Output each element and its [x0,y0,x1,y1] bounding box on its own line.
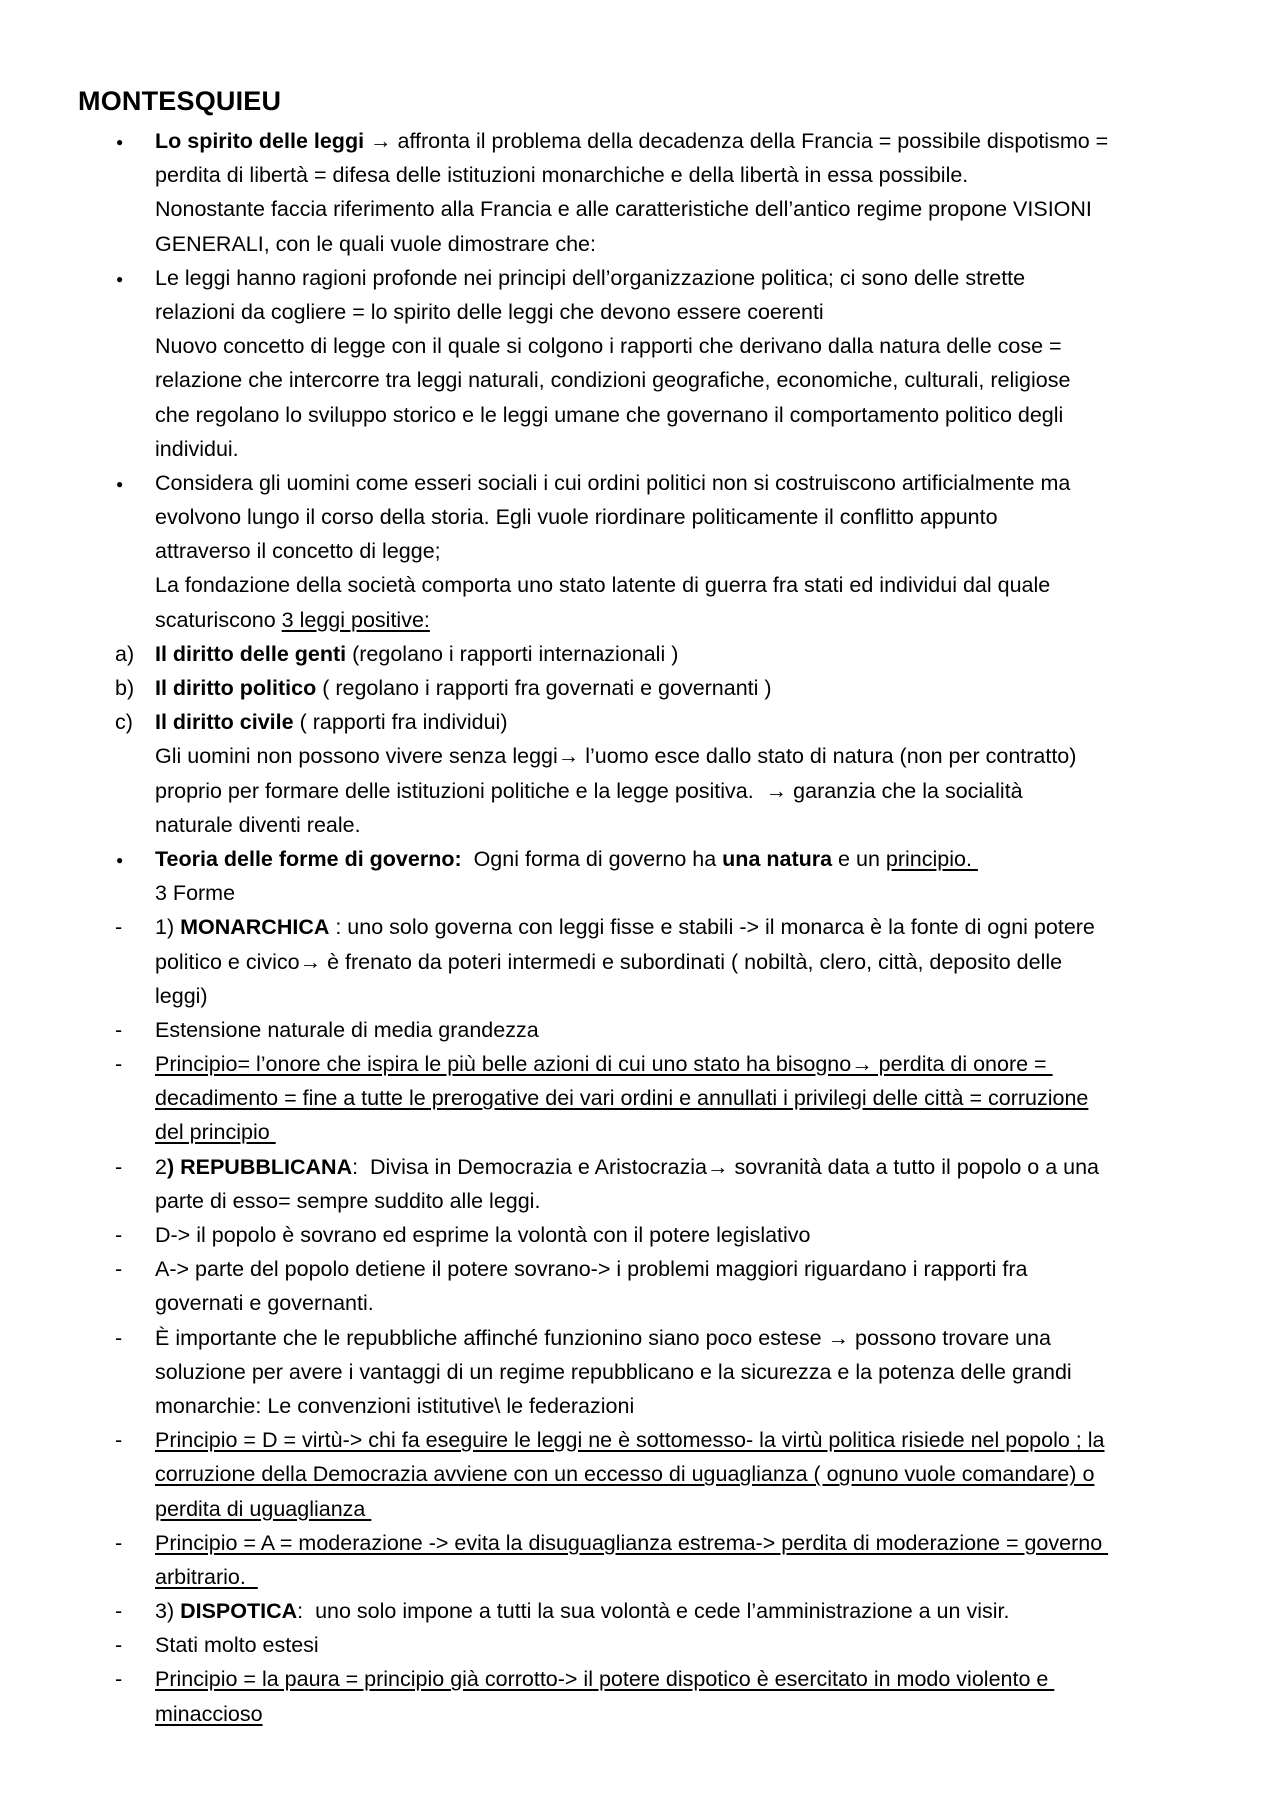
text-line [0,1628,1280,1662]
text-segment: GENERALI, con le quali vuole dimostrare che: [155,231,596,256]
text-segment: corruzione della Democrazia avviene con un eccesso di uguaglianza ( ognuno vuole comandare) o [155,1462,1095,1487]
text-segment: perdita di libertà = difesa delle istituzioni monarchiche e della libertà in essa possibile. [155,163,969,188]
list-dash: - [115,1633,123,1658]
text-segment: ( regolano i rapporti fra governati e governanti ) [316,676,772,700]
text-line [0,774,1280,808]
bullet-icon [110,842,144,879]
text-line [0,1594,1280,1628]
text-line [0,1286,1280,1320]
text-line [0,192,1280,226]
text-line [0,1423,1280,1457]
text-segment: evolvono lungo il corso della storia. Egli vuole riordinare politicamente il conflitto appunto [155,505,998,530]
text-line [0,158,1280,192]
text-segment: monarchie: Le convenzioni istitutive\ le federazioni [155,1393,635,1418]
text-line [0,979,1280,1013]
text-segment: Le leggi hanno ragioni profonde nei principi dell’organizzazione politica; ci sono delle strette [155,265,1026,290]
text-line [0,1184,1280,1218]
text-segment: ( rapporti fra individui) [293,710,508,735]
text-segment: Il diritto civile [155,710,294,735]
text-segment: Principio = D = virtù-> chi fa eseguire le leggi ne è sottomesso- la virtù politica risiede nel popolo ; la [155,1428,1105,1453]
text-line [0,568,1280,602]
text-line [0,261,1280,295]
text-segment: 3 Forme [155,881,236,906]
text-segment: Stati molto estesi [155,1633,319,1658]
text-line [0,1662,1280,1696]
bullet-icon [110,261,144,298]
list-dash: - [115,1223,123,1247]
text-line [0,398,1280,432]
text-segment: 2 [155,1154,167,1179]
text-segment: Ogni forma di governo ha [461,846,723,871]
text-segment: A-> parte del popolo detiene il potere sovrano-> i problemi maggiori riguardano i rapporti fra [155,1257,1028,1282]
text-line [0,1150,1280,1184]
list-letter: c) [115,710,133,735]
text-segment: : uno solo governa con leggi fisse e stabili -> il monarca è la fonte di ogni potere [329,915,1095,940]
text-segment: Lo spirito delle leggi [155,129,365,153]
list-dash: - [115,1052,123,1077]
text-segment: governati e governanti. [155,1291,374,1316]
text-line [0,329,1280,363]
text-line [0,500,1280,534]
text-line [0,1115,1280,1149]
list-dash: - [115,1017,123,1042]
text-segment: arbitrario. [155,1564,258,1589]
notes-body [0,124,1280,1731]
text-segment: Il diritto politico [155,676,317,700]
text-line [0,1321,1280,1355]
text-segment: 1) [155,915,181,940]
text-segment: soluzione per avere i vantaggi di un regime repubblicano e la sicurezza e la potenza delle grandi [155,1359,1072,1384]
text-segment: una natura [722,846,833,871]
text-segment: che regolano lo sviluppo storico e le leggi umane che governano il comportamento politico degli [155,402,1064,427]
text-line [0,1013,1280,1047]
list-dash: - [115,1530,123,1555]
text-segment: Nuovo concetto di legge con il quale si colgono i rapporti che derivano dalla natura delle cose = [155,334,1062,359]
text-segment: del principio [155,1120,276,1145]
list-dash: - [115,1599,123,1624]
text-segment: Estensione naturale di media grandezza [155,1017,539,1042]
text-segment: Principio= l’onore che ispira le più belle azioni di cui uno stato ha bisogno→ perdita di onore = [155,1052,1053,1077]
text-line [0,363,1280,397]
text-line [0,671,1280,705]
bullet-icon [110,124,144,161]
text-line [0,1560,1280,1594]
text-segment: scaturiscono [155,607,282,632]
text-line [0,842,1280,876]
text-line [0,603,1280,637]
text-line [0,876,1280,910]
text-line [0,1389,1280,1423]
text-line [0,432,1280,466]
document-title: MONTESQUIEU [78,86,282,116]
text-line [0,705,1280,739]
text-segment: Teoria delle forme di governo: [155,846,462,871]
text-segment: La fondazione della società comporta uno stato latente di guerra fra stati ed individui dal quale [155,573,1051,598]
text-segment: È importante che le repubbliche affinché funzionino siano poco estese → possono trovare una [155,1325,1052,1350]
text-line [0,637,1280,671]
text-segment: (regolano i rapporti internazionali ) [346,641,679,666]
text-segment: relazioni da cogliere = lo spirito delle leggi che devono essere coerenti [155,299,824,324]
list-dash: - [115,1257,123,1282]
text-line [0,1526,1280,1560]
text-segment: naturale diventi reale. [155,812,361,837]
text-line [0,1355,1280,1389]
text-line [0,1697,1280,1731]
text-line [0,534,1280,568]
text-line [0,1047,1280,1081]
text-segment: Principio = A = moderazione -> evita la disuguaglianza estrema-> perdita di moderazione = governo [155,1530,1109,1555]
text-segment: individui. [155,436,239,461]
text-line [0,295,1280,329]
text-segment: D-> il popolo è sovrano ed esprime la volontà con il potere legislativo [155,1223,811,1247]
text-segment: MONARCHICA [180,915,330,940]
text-line [0,124,1280,158]
text-segment: decadimento = fine a tutte le prerogative dei vari ordini e annullati i privilegi delle città = corruzione [155,1086,1089,1111]
text-segment: → affronta il problema della decadenza della Francia = possibile dispotismo = [364,129,1109,153]
text-segment: ) REPUBBLICANA [166,1154,353,1179]
text-segment: Il diritto delle genti [155,641,347,666]
text-segment: Principio = la paura = principio già corrotto-> il potere dispotico è esercitato in modo violento e [155,1667,1055,1692]
bullet-icon [110,466,144,503]
list-dash: - [115,915,123,940]
text-segment: : uno solo impone a tutti la sua volontà e cede l’amministrazione a un visir. [297,1599,1010,1624]
text-line [0,1252,1280,1286]
text-line [0,466,1280,500]
text-segment: Considera gli uomini come esseri sociali i cui ordini politici non si costruiscono artificialmente ma [155,470,1071,495]
list-dash: - [115,1325,123,1350]
text-line [0,910,1280,944]
text-line [0,227,1280,261]
list-dash: - [115,1667,123,1692]
text-segment: minaccioso [155,1701,263,1726]
text-line [0,1457,1280,1491]
text-segment: 3 leggi positive: [281,607,430,632]
text-segment: perdita di uguaglianza [155,1496,372,1521]
list-letter: b) [115,676,135,700]
text-segment: Gli uomini non possono vivere senza leggi→ l’uomo esce dallo stato di natura (non per contratto) [155,744,1077,769]
text-segment: Nonostante faccia riferimento alla Francia e alle caratteristiche dell’antico regime propone VISIONI [155,197,1092,222]
text-segment: e un [832,846,886,871]
list-dash: - [115,1428,123,1453]
text-segment: 3) [155,1599,181,1624]
text-line [0,739,1280,773]
text-segment: relazione che intercorre tra leggi naturali, condizioni geografiche, economiche, culturali, religiose [155,368,1071,393]
text-segment: principio. [885,846,978,871]
text-line [0,1218,1280,1252]
text-segment: leggi) [155,983,208,1008]
text-line [0,945,1280,979]
text-segment: parte di esso= sempre suddito alle leggi. [155,1188,541,1213]
list-dash: - [115,1154,123,1179]
text-segment: attraverso il concetto di legge; [155,539,441,564]
text-line [0,808,1280,842]
text-line [0,1081,1280,1115]
text-line [0,1492,1280,1526]
text-segment: politico e civico→ è frenato da poteri intermedi e subordinati ( nobiltà, clero, città, deposito delle [155,949,1063,974]
text-segment: proprio per formare delle istituzioni politiche e la legge positiva. → garanzia che la socialità [155,778,1023,803]
list-letter: a) [115,641,135,666]
text-segment: DISPOTICA [180,1599,298,1624]
text-segment: : Divisa in Democrazia e Aristocrazia→ sovranità data a tutto il popolo o a una [352,1154,1100,1179]
